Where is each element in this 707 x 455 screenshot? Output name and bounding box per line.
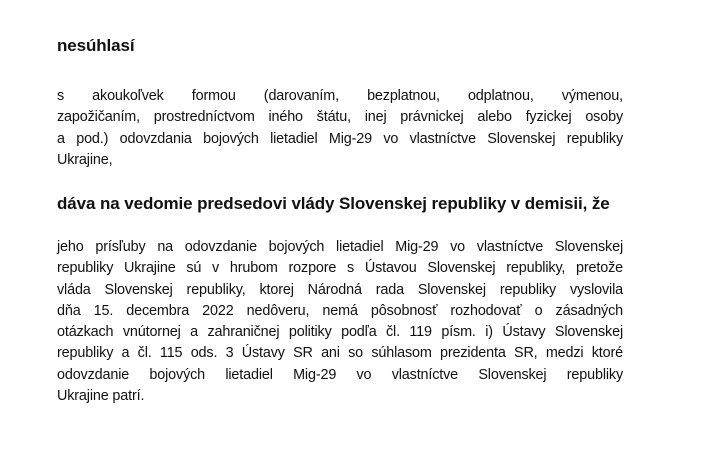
paragraph-line: a pod.) odovzdania bojových lietadiel Mig-29 vo vlastníctve Slovenskej republiky — [57, 130, 623, 147]
paragraph-line: Ukrajine, — [57, 151, 113, 168]
paragraph-line: s akoukoľvek formou (darovaním, bezplatnou, odplatnou, výmenou, — [57, 88, 623, 104]
paragraph-line: zapožičaním, prostredníctvom iného štátu, inej právnickej alebo fyzickej osoby — [57, 109, 623, 126]
paragraph-line: otázkach vnútornej a zahraničnej politiky podľa čl. 119 písm. i) Ústavy Slovenskej — [57, 324, 623, 341]
heading-nesuhlasi: nesúhlasí — [57, 36, 135, 55]
paragraph-nesuhlasi — [57, 86, 623, 171]
heading-dava-na-vedomie: dáva na vedomie predsedovi vlády Slovenskej republiky v demisii, že — [57, 194, 610, 213]
paragraph-dava-na-vedomie — [57, 237, 623, 407]
paragraph-line: odovzdanie bojových lietadiel Mig-29 vo vlastníctve Slovenskej republiky — [57, 366, 623, 383]
paragraph-line: Ukrajine patrí. — [57, 388, 145, 405]
paragraph-line: jeho prísľuby na odovzdanie bojových lietadiel Mig-29 vo vlastníctve Slovenskej — [57, 239, 623, 255]
paragraph-line: republiky a čl. 115 ods. 3 Ústavy SR ani so súhlasom prezidenta SR, medzi ktoré — [57, 345, 623, 362]
paragraph-line: dňa 15. decembra 2022 nedôveru, nemá pôsobnosť rozhodovať o zásadných — [57, 302, 623, 319]
paragraph-line: republiky Ukrajine sú v hrubom rozpore s Ústavou Slovenskej republiky, pretože — [57, 260, 623, 277]
paragraph-line: vláda Slovenskej republiky, ktorej Národná rada Slovenskej republiky vyslovila — [57, 281, 623, 298]
